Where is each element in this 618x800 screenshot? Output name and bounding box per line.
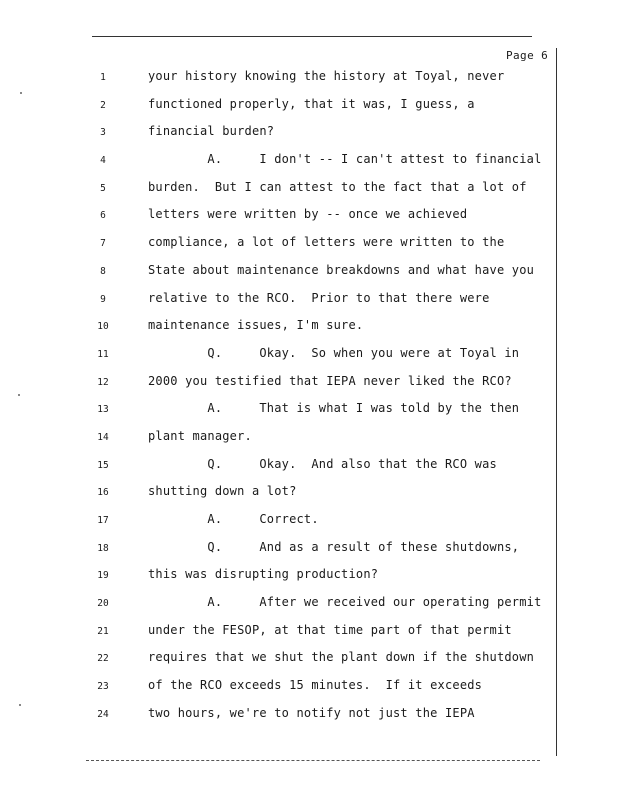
- transcript-line: [0, 564, 618, 592]
- line-number: 16: [97, 487, 109, 499]
- transcript-line: [0, 454, 618, 482]
- line-number: 11: [97, 348, 109, 360]
- line-text: Q. Okay. So when you were at Toyal in: [148, 345, 520, 360]
- transcript-line: [0, 177, 618, 205]
- page-number: Page 6: [506, 49, 549, 62]
- transcript-line: [0, 371, 618, 399]
- line-number: 2: [100, 99, 106, 111]
- transcript-line: [0, 343, 618, 371]
- transcript-line: [0, 260, 618, 288]
- line-number: 13: [97, 404, 109, 416]
- line-number: 22: [97, 653, 109, 665]
- transcript-line: [0, 620, 618, 648]
- transcript-line: [0, 398, 618, 426]
- top-rule: [92, 36, 532, 37]
- line-text: functioned properly, that it was, I guess, a: [148, 96, 475, 111]
- scan-speck: [18, 394, 20, 396]
- line-text: under the FESOP, at that time part of that permit: [148, 622, 512, 637]
- line-number: 19: [97, 570, 109, 582]
- line-number: 5: [100, 182, 106, 194]
- scan-speck: [20, 92, 22, 94]
- line-number: 18: [97, 542, 109, 554]
- transcript-line: [0, 509, 618, 537]
- transcript-line: [0, 537, 618, 565]
- line-number: 9: [100, 293, 106, 305]
- transcript-line: [0, 66, 618, 94]
- transcript-line: [0, 149, 618, 177]
- line-text: A. After we received our operating permit: [148, 595, 542, 610]
- line-text: burden. But I can attest to the fact that a lot of: [148, 179, 527, 194]
- line-text: your history knowing the history at Toyal, never: [148, 69, 505, 83]
- line-text: plant manager.: [148, 428, 252, 443]
- line-number: 20: [97, 598, 109, 610]
- line-text: two hours, we're to notify not just the IEPA: [148, 705, 475, 720]
- line-text: financial burden?: [148, 124, 275, 139]
- line-number: 23: [97, 681, 109, 693]
- transcript-line: [0, 288, 618, 316]
- transcript-line: [0, 675, 618, 703]
- line-text: letters were written by -- once we achieved: [148, 207, 468, 222]
- transcript-line: [0, 647, 618, 675]
- line-text: 2000 you testified that IEPA never liked the RCO?: [148, 373, 512, 388]
- line-text: compliance, a lot of letters were written to the: [148, 235, 505, 250]
- transcript-line: [0, 121, 618, 149]
- line-text: shutting down a lot?: [148, 484, 297, 499]
- line-number: 14: [97, 431, 109, 443]
- line-number: 21: [97, 625, 109, 637]
- line-number: 10: [97, 321, 109, 333]
- transcript-line: [0, 703, 618, 731]
- transcript-line: [0, 592, 618, 620]
- line-text: requires that we shut the plant down if the shutdown: [148, 650, 535, 665]
- line-number: 17: [97, 515, 109, 526]
- line-number: 3: [100, 127, 106, 139]
- scan-speck: [19, 704, 21, 706]
- transcript-line: [0, 232, 618, 260]
- bottom-rule: [86, 760, 540, 761]
- transcript-lines: [0, 66, 618, 731]
- line-text: A. That is what I was told by the then: [148, 401, 520, 416]
- line-number: 1: [100, 72, 106, 83]
- line-text: A. Correct.: [148, 512, 319, 526]
- line-text: this was disrupting production?: [148, 567, 379, 582]
- line-text: maintenance issues, I'm sure.: [148, 318, 364, 333]
- transcript-line: [0, 94, 618, 122]
- line-number: 6: [100, 210, 106, 222]
- transcript-line: [0, 315, 618, 343]
- line-text: of the RCO exceeds 15 minutes. If it exceeds: [148, 678, 483, 693]
- transcript-line: [0, 426, 618, 454]
- transcript-line: [0, 481, 618, 509]
- line-number: 15: [97, 459, 109, 471]
- line-text: A. I don't -- I can't attest to financial: [148, 152, 542, 167]
- line-text: State about maintenance breakdowns and what have you: [148, 262, 535, 277]
- line-number: 4: [100, 155, 106, 167]
- line-number: 12: [97, 376, 109, 388]
- line-text: Q. And as a result of these shutdowns,: [148, 539, 520, 554]
- transcript-line: [0, 204, 618, 232]
- line-text: relative to the RCO. Prior to that there were: [148, 290, 490, 305]
- line-number: 7: [100, 238, 106, 250]
- line-text: Q. Okay. And also that the RCO was: [148, 456, 497, 471]
- line-number: 8: [100, 265, 106, 277]
- line-number: 24: [97, 708, 109, 720]
